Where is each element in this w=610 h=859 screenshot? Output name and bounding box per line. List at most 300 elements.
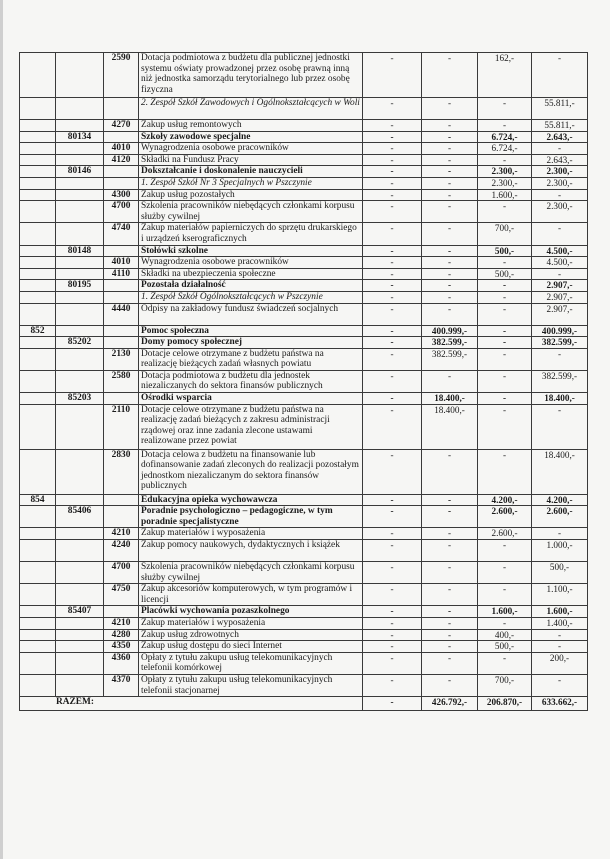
paragraf-cell — [104, 325, 139, 337]
table-row — [20, 449, 588, 494]
dzial-cell — [20, 528, 56, 540]
col2-cell: - — [422, 652, 478, 674]
table-row — [20, 166, 588, 178]
paragraf-cell — [104, 166, 139, 178]
col3-cell: 700,- — [478, 674, 532, 696]
description-cell: Zakup usług pozostałych — [139, 189, 363, 201]
col1-cell: - — [363, 98, 422, 120]
col2-cell: 18.400,- — [422, 404, 478, 449]
description-cell: 2. Zespół Szkół Zawodowych i Ogólnokształcących w Woli — [139, 98, 363, 120]
col1-cell: - — [363, 404, 422, 449]
col4-cell: 382.599,- — [532, 337, 588, 349]
col3-cell: 4.200,- — [478, 494, 532, 506]
paragraf-cell — [104, 337, 139, 349]
rozdzial-cell — [56, 177, 104, 189]
table-row — [20, 303, 588, 325]
col1-cell: - — [363, 393, 422, 405]
col1-cell: - — [363, 201, 422, 223]
col2-cell: - — [422, 189, 478, 201]
dzial-cell — [20, 449, 56, 494]
col1-cell: - — [363, 562, 422, 584]
col1-cell: - — [363, 189, 422, 201]
dzial-cell — [20, 629, 56, 641]
paragraf-cell: 2110 — [104, 404, 139, 449]
col2-cell: - — [422, 280, 478, 292]
description-cell: Pozostała działalność — [139, 280, 363, 292]
paragraf-cell: 4120 — [104, 154, 139, 166]
table-row — [20, 98, 588, 120]
total-row — [20, 697, 588, 711]
col4-cell: 4.200,- — [532, 494, 588, 506]
table-row — [20, 494, 588, 506]
table-row — [20, 629, 588, 641]
description-cell: Dotacje celowe otrzymane z budżetu państwa na realizację bieżących zadań własnych powiatu — [139, 348, 363, 370]
col3-cell: - — [478, 652, 532, 674]
col3-cell: 2.600,- — [478, 528, 532, 540]
description-cell: Dotacja podmiotowa z budżetu dla publicznej jednostki systemu oświaty prowadzonej przez osobę prawną inną niż jednostka samorządu terytorialnego lub przez osobę fizyczna — [139, 53, 363, 98]
rozdzial-cell: 85406 — [56, 506, 104, 528]
col2-cell: - — [422, 177, 478, 189]
rozdzial-cell — [56, 370, 104, 392]
col2-cell: 400.999,- — [422, 325, 478, 337]
paragraf-cell: 4700 — [104, 562, 139, 584]
rozdzial-cell — [56, 120, 104, 132]
col3-cell: 162,- — [478, 53, 532, 98]
col4-cell: - — [532, 674, 588, 696]
col1-cell: - — [363, 674, 422, 696]
description-cell: Placówki wychowania pozaszkolnego — [139, 606, 363, 618]
col4-cell: - — [532, 223, 588, 245]
description-cell: Edukacyjna opieka wychowawcza — [139, 494, 363, 506]
description-cell: Pomoc społeczna — [139, 325, 363, 337]
description-cell: Stołówki szkolne — [139, 245, 363, 257]
col4-cell: - — [532, 268, 588, 280]
dzial-cell — [20, 143, 56, 155]
col1-cell: - — [363, 143, 422, 155]
col2-cell: - — [422, 201, 478, 223]
col1-cell: - — [363, 652, 422, 674]
col2-cell: - — [422, 674, 478, 696]
col2-cell: - — [422, 449, 478, 494]
col4-cell: - — [532, 528, 588, 540]
total-c1-cell: - — [363, 697, 422, 711]
page-edge — [0, 0, 3, 859]
col1-cell: - — [363, 337, 422, 349]
paragraf-cell — [104, 494, 139, 506]
col1-cell: - — [363, 223, 422, 245]
col3-cell: 400,- — [478, 629, 532, 641]
col2-cell: - — [422, 53, 478, 98]
budget-table — [19, 52, 588, 711]
col1-cell: - — [363, 584, 422, 606]
dzial-cell — [20, 166, 56, 178]
col1-cell: - — [363, 303, 422, 325]
description-cell: Szkoły zawodowe specjalne — [139, 131, 363, 143]
paragraf-cell: 4700 — [104, 201, 139, 223]
paragraf-cell: 2590 — [104, 53, 139, 98]
col2-cell: - — [422, 528, 478, 540]
col4-cell: 200,- — [532, 652, 588, 674]
dzial-cell — [20, 53, 56, 98]
col1-cell: - — [363, 291, 422, 303]
rozdzial-cell — [56, 189, 104, 201]
col3-cell: - — [478, 393, 532, 405]
paragraf-cell — [104, 177, 139, 189]
description-cell: Szkolenia pracowników niebędących członkami korpusu służby cywilnej — [139, 562, 363, 584]
dzial-cell — [20, 641, 56, 653]
col2-cell: - — [422, 641, 478, 653]
col4-cell: 2.907,- — [532, 280, 588, 292]
table-row — [20, 540, 588, 562]
description-cell: Ośrodki wsparcia — [139, 393, 363, 405]
description-cell: Zakup materiałów i wyposażenia — [139, 618, 363, 630]
description-cell: Zakup usług zdrowotnych — [139, 629, 363, 641]
col3-cell: 2.600,- — [478, 506, 532, 528]
col4-cell: 18.400,- — [532, 393, 588, 405]
paragraf-cell: 4740 — [104, 223, 139, 245]
description-cell: Zakup akcesoriów komputerowych, w tym programów i licencji — [139, 584, 363, 606]
col4-cell: 2.907,- — [532, 303, 588, 325]
col2-cell: - — [422, 370, 478, 392]
col3-cell: 700,- — [478, 223, 532, 245]
col2-cell: - — [422, 540, 478, 562]
paragraf-cell — [104, 393, 139, 405]
dzial-cell — [20, 606, 56, 618]
col4-cell: 2.907,- — [532, 291, 588, 303]
dzial-cell — [20, 540, 56, 562]
col4-cell: 1.000,- — [532, 540, 588, 562]
col3-cell: - — [478, 98, 532, 120]
description-cell: Zakup usług dostępu do sieci Internet — [139, 641, 363, 653]
col1-cell: - — [363, 325, 422, 337]
table-row — [20, 291, 588, 303]
col4-cell: 2.600,- — [532, 506, 588, 528]
paragraf-cell: 2130 — [104, 348, 139, 370]
col2-cell: - — [422, 494, 478, 506]
col4-cell: 500,- — [532, 562, 588, 584]
dzial-cell — [20, 201, 56, 223]
rozdzial-cell — [56, 303, 104, 325]
paragraf-cell: 4210 — [104, 618, 139, 630]
rozdzial-cell — [56, 618, 104, 630]
col3-cell: - — [478, 337, 532, 349]
paragraf-cell: 4010 — [104, 143, 139, 155]
col3-cell: - — [478, 325, 532, 337]
table-row — [20, 143, 588, 155]
description-cell: Składki na ubezpieczenia społeczne — [139, 268, 363, 280]
dzial-cell — [20, 370, 56, 392]
col3-cell: - — [478, 584, 532, 606]
table-row — [20, 131, 588, 143]
rozdzial-cell — [56, 540, 104, 562]
col4-cell: 2.643,- — [532, 154, 588, 166]
table-row — [20, 154, 588, 166]
col1-cell: - — [363, 348, 422, 370]
col1-cell: - — [363, 506, 422, 528]
dzial-cell — [20, 120, 56, 132]
col3-cell: 2.300,- — [478, 166, 532, 178]
rozdzial-cell: 80195 — [56, 280, 104, 292]
col1-cell: - — [363, 618, 422, 630]
col1-cell: - — [363, 606, 422, 618]
dzial-cell — [20, 506, 56, 528]
dzial-cell — [20, 177, 56, 189]
description-cell: Dotacje celowe otrzymane z budżetu państwa na realizację zadań bieżących z zakresu administracji rządowej oraz inne zadania zlecone ustawami realizowane przez powiat — [139, 404, 363, 449]
description-cell: Zakup pomocy naukowych, dydaktycznych i książek — [139, 540, 363, 562]
description-cell: 1. Zespół Szkół Ogólnokształcących w Pszczynie — [139, 291, 363, 303]
col3-cell: - — [478, 618, 532, 630]
description-cell: Dotacja celowa z budżetu na finansowanie lub dofinansowanie zadań zleconych do realizacji pozostałym jednostkom niezaliczanym do sektora finansów publicznych — [139, 449, 363, 494]
col4-cell: 18.400,- — [532, 449, 588, 494]
paragraf-cell: 2580 — [104, 370, 139, 392]
table-row — [20, 337, 588, 349]
rozdzial-cell — [56, 53, 104, 98]
dzial-cell — [20, 303, 56, 325]
col2-cell: - — [422, 98, 478, 120]
paragraf-cell: 4210 — [104, 528, 139, 540]
description-cell: Opłaty z tytułu zakupu usług telekomunikacyjnych telefonii stacjonarnej — [139, 674, 363, 696]
dzial-cell — [20, 584, 56, 606]
col2-cell: - — [422, 268, 478, 280]
paragraf-cell — [104, 506, 139, 528]
dzial-cell — [20, 223, 56, 245]
table-row — [20, 268, 588, 280]
description-cell: 1. Zespół Szkół Nr 3 Specjalnych w Pszczynie — [139, 177, 363, 189]
rozdzial-cell — [56, 494, 104, 506]
description-cell: Odpisy na zakładowy fundusz świadczeń socjalnych — [139, 303, 363, 325]
description-cell: Opłaty z tytułu zakupu usług telekomunikacyjnych telefonii komórkowej — [139, 652, 363, 674]
paragraf-cell: 4300 — [104, 189, 139, 201]
dzial-cell — [20, 562, 56, 584]
col4-cell: - — [532, 143, 588, 155]
table-row — [20, 189, 588, 201]
col2-cell: - — [422, 584, 478, 606]
col1-cell: - — [363, 53, 422, 98]
rozdzial-cell — [56, 291, 104, 303]
dzial-cell — [20, 154, 56, 166]
col4-cell: 1.400,- — [532, 618, 588, 630]
col4-cell: 400.999,- — [532, 325, 588, 337]
col3-cell: - — [478, 201, 532, 223]
col3-cell: - — [478, 120, 532, 132]
col4-cell: - — [532, 629, 588, 641]
rozdzial-cell: 80148 — [56, 245, 104, 257]
table-row — [20, 674, 588, 696]
paragraf-cell: 4350 — [104, 641, 139, 653]
description-cell: Poradnie psychologiczno – pedagogiczne, w tym poradnie specjalistyczne — [139, 506, 363, 528]
col3-cell: - — [478, 404, 532, 449]
col4-cell: 4.500,- — [532, 245, 588, 257]
table-row — [20, 223, 588, 245]
paragraf-cell — [104, 131, 139, 143]
table-row — [20, 53, 588, 98]
col4-cell: 1.100,- — [532, 584, 588, 606]
col3-cell: 500,- — [478, 268, 532, 280]
col3-cell: - — [478, 154, 532, 166]
rozdzial-cell — [56, 257, 104, 269]
col3-cell: 6.724,- — [478, 131, 532, 143]
table-row — [20, 201, 588, 223]
col4-cell: 2.643,- — [532, 131, 588, 143]
col1-cell: - — [363, 257, 422, 269]
rozdzial-cell — [56, 652, 104, 674]
col4-cell: 55.811,- — [532, 98, 588, 120]
table-row — [20, 393, 588, 405]
rozdzial-cell — [56, 223, 104, 245]
col2-cell: 382.599,- — [422, 348, 478, 370]
col4-cell: 382.599,- — [532, 370, 588, 392]
col1-cell: - — [363, 629, 422, 641]
description-cell: Dokształcanie i doskonalenie nauczycieli — [139, 166, 363, 178]
table-row — [20, 584, 588, 606]
description-cell: Składki na Fundusz Pracy — [139, 154, 363, 166]
rozdzial-cell — [56, 528, 104, 540]
paragraf-cell — [104, 280, 139, 292]
col3-cell: - — [478, 291, 532, 303]
description-cell: Wynagrodzenia osobowe pracowników — [139, 257, 363, 269]
col3-cell: 500,- — [478, 641, 532, 653]
description-cell: Szkolenia pracowników niebędących członkami korpusu służby cywilnej — [139, 201, 363, 223]
rozdzial-cell — [56, 641, 104, 653]
dzial-cell — [20, 280, 56, 292]
table-row — [20, 652, 588, 674]
col1-cell: - — [363, 540, 422, 562]
table-row — [20, 120, 588, 132]
col3-cell: 1.600,- — [478, 189, 532, 201]
col1-cell: - — [363, 131, 422, 143]
col2-cell: - — [422, 562, 478, 584]
dzial-cell — [20, 268, 56, 280]
col4-cell: 2.300,- — [532, 166, 588, 178]
description-cell: Domy pomocy społecznej — [139, 337, 363, 349]
rozdzial-cell — [56, 404, 104, 449]
description-cell: Zakup usług remontowych — [139, 120, 363, 132]
col1-cell: - — [363, 120, 422, 132]
col4-cell: 55.811,- — [532, 120, 588, 132]
table-row — [20, 348, 588, 370]
paragraf-cell — [104, 98, 139, 120]
col4-cell: 2.300,- — [532, 177, 588, 189]
col3-cell: - — [478, 348, 532, 370]
paragraf-cell: 4280 — [104, 629, 139, 641]
table-row — [20, 506, 588, 528]
table-row — [20, 257, 588, 269]
col3-cell: - — [478, 562, 532, 584]
col1-cell: - — [363, 268, 422, 280]
col2-cell: - — [422, 131, 478, 143]
description-cell: Wynagrodzenia osobowe pracowników — [139, 143, 363, 155]
col4-cell: - — [532, 404, 588, 449]
paragraf-cell: 4270 — [104, 120, 139, 132]
rozdzial-cell — [56, 143, 104, 155]
col2-cell: 382.599,- — [422, 337, 478, 349]
col1-cell: - — [363, 449, 422, 494]
col4-cell: 4.500,- — [532, 257, 588, 269]
rozdzial-cell — [56, 629, 104, 641]
dzial-cell — [20, 245, 56, 257]
total-c3-cell: 206.870,- — [478, 697, 532, 711]
rozdzial-cell: 80134 — [56, 131, 104, 143]
col3-cell: - — [478, 449, 532, 494]
col1-cell: - — [363, 154, 422, 166]
dzial-cell — [20, 131, 56, 143]
dzial-cell — [20, 291, 56, 303]
col4-cell: - — [532, 53, 588, 98]
col2-cell: - — [422, 291, 478, 303]
table-row — [20, 641, 588, 653]
dzial-cell — [20, 337, 56, 349]
paragraf-cell — [104, 245, 139, 257]
rozdzial-cell: 85202 — [56, 337, 104, 349]
col2-cell: 18.400,- — [422, 393, 478, 405]
col2-cell: - — [422, 154, 478, 166]
col2-cell: - — [422, 257, 478, 269]
col3-cell: 6.724,- — [478, 143, 532, 155]
col3-cell: 1.600,- — [478, 606, 532, 618]
col2-cell: - — [422, 618, 478, 630]
paragraf-cell: 2830 — [104, 449, 139, 494]
rozdzial-cell — [56, 584, 104, 606]
dzial-cell: 854 — [20, 494, 56, 506]
table-row — [20, 606, 588, 618]
dzial-cell: 852 — [20, 325, 56, 337]
dzial-cell — [20, 404, 56, 449]
paragraf-cell: 4010 — [104, 257, 139, 269]
table-row — [20, 280, 588, 292]
col2-cell: - — [422, 166, 478, 178]
table-row — [20, 370, 588, 392]
col2-cell: - — [422, 606, 478, 618]
dzial-cell — [20, 257, 56, 269]
table-row — [20, 325, 588, 337]
table-row — [20, 562, 588, 584]
paragraf-cell: 4750 — [104, 584, 139, 606]
rozdzial-cell — [56, 562, 104, 584]
col3-cell: - — [478, 540, 532, 562]
dzial-cell — [20, 189, 56, 201]
col4-cell: 2.300,- — [532, 201, 588, 223]
dzial-cell — [20, 618, 56, 630]
total-c2-cell: 426.792,- — [422, 697, 478, 711]
rozdzial-cell — [56, 98, 104, 120]
col4-cell: 1.600,- — [532, 606, 588, 618]
rozdzial-cell — [56, 201, 104, 223]
table-row — [20, 245, 588, 257]
col2-cell: - — [422, 303, 478, 325]
paragraf-cell: 4360 — [104, 652, 139, 674]
table-row — [20, 618, 588, 630]
paragraf-cell: 4440 — [104, 303, 139, 325]
description-cell: Zakup materiałów papierniczych do sprzętu drukarskiego i urządzeń kserograficznych — [139, 223, 363, 245]
col1-cell: - — [363, 177, 422, 189]
description-cell: Zakup materiałów i wyposażenia — [139, 528, 363, 540]
rozdzial-cell — [56, 674, 104, 696]
rozdzial-cell: 85203 — [56, 393, 104, 405]
col2-cell: - — [422, 629, 478, 641]
rozdzial-cell — [56, 268, 104, 280]
col1-cell: - — [363, 370, 422, 392]
col2-cell: - — [422, 223, 478, 245]
paragraf-cell: 4240 — [104, 540, 139, 562]
total-c4-cell: 633.662,- — [532, 697, 588, 711]
dzial-cell — [20, 393, 56, 405]
rozdzial-cell: 85407 — [56, 606, 104, 618]
col2-cell: - — [422, 120, 478, 132]
rozdzial-cell — [56, 154, 104, 166]
col2-cell: - — [422, 143, 478, 155]
dzial-cell — [20, 652, 56, 674]
rozdzial-cell: 80146 — [56, 166, 104, 178]
